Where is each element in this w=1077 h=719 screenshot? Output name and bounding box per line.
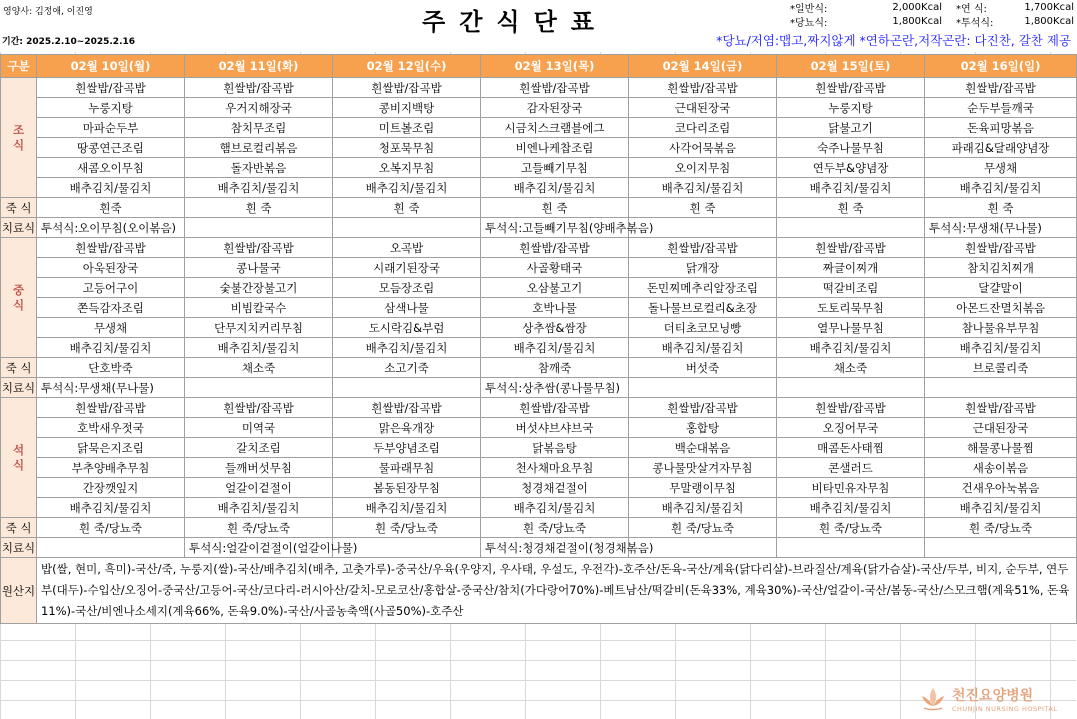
dish-cell: 햄브로컬리볶음 bbox=[185, 138, 333, 158]
porridge-cell: 버섯죽 bbox=[629, 358, 777, 378]
dialysis-row bbox=[1, 378, 1077, 398]
dish-cell: 해물콩나물찜 bbox=[925, 438, 1077, 458]
dish-cell: 배추김치/물김치 bbox=[333, 498, 481, 518]
dish-cell: 삼색나물 bbox=[333, 298, 481, 318]
dialysis-row bbox=[1, 538, 1077, 558]
dish-cell: 시래기된장국 bbox=[333, 258, 481, 278]
porridge-cell: 흰 죽 bbox=[333, 198, 481, 218]
porridge-row bbox=[1, 518, 1077, 538]
dish-cell: 갈치조림 bbox=[185, 438, 333, 458]
origin-text: 밥(쌀, 현미, 흑미)-국산/죽, 누룽지(쌀)-국산/배추김치(배추, 고춧가루)-중국산/우육(우양지, 우사태, 우설도, 우전각)-호주산/돈육-국산/계육(닭다리살)-브라질산/계육(닭가슴살)-국산/두부, 비지, 순두부, 연두부(대두)-수입산/오징어-중국산/고등어-국산/코다리-러시아산/갈치-모로코산/홍합살-중국산/참치(가다랑어70%)-베트남산/떡갈비(돈육33%, 계육30%)-국산/얼갈이-국산/봄동-국산/스모크햄(계육51%, 돈육11%)-국산/비엔나소세지(계육66%, 돈육9.0%)-국산/사골농축액(사골50%)-호주산 bbox=[37, 558, 1077, 624]
porridge-cell: 흰 죽/당뇨죽 bbox=[925, 518, 1077, 538]
dish-cell: 비타민유자무침 bbox=[777, 478, 925, 498]
dialysis-cell bbox=[777, 218, 925, 238]
dish-cell: 간장깻잎지 bbox=[37, 478, 185, 498]
dish-cell: 오복지무침 bbox=[333, 158, 481, 178]
dish-cell: 흰쌀밥/잡곡밥 bbox=[629, 398, 777, 418]
meal-row bbox=[1, 98, 1077, 118]
dish-cell: 오삼불고기 bbox=[481, 278, 629, 298]
meal-row bbox=[1, 418, 1077, 438]
dish-cell: 닭불고기 bbox=[777, 118, 925, 138]
porridge-cell: 흰 죽 bbox=[629, 198, 777, 218]
dish-cell: 천사채마요무침 bbox=[481, 458, 629, 478]
dish-cell: 순두부들깨국 bbox=[925, 98, 1077, 118]
dish-cell: 오곡밥 bbox=[333, 238, 481, 258]
dish-cell: 고들빼기무침 bbox=[481, 158, 629, 178]
dialysis-cell bbox=[925, 378, 1077, 398]
porridge-cell: 브로콜리죽 bbox=[925, 358, 1077, 378]
dialysis-cell bbox=[777, 378, 925, 398]
meal-row bbox=[1, 238, 1077, 258]
dish-cell: 흰쌀밥/잡곡밥 bbox=[629, 238, 777, 258]
dish-cell: 배추김치/물김치 bbox=[185, 498, 333, 518]
dialysis-cell: 투석식:고들빼기무침(양배추볶음) bbox=[481, 218, 629, 238]
hospital-logo bbox=[918, 683, 1068, 715]
dish-cell: 쫀득감자조림 bbox=[37, 298, 185, 318]
meal-row bbox=[1, 138, 1077, 158]
meal-row bbox=[1, 398, 1077, 418]
meal-row bbox=[1, 78, 1077, 98]
dish-cell: 흰쌀밥/잡곡밥 bbox=[777, 398, 925, 418]
porridge-cell: 소고기죽 bbox=[333, 358, 481, 378]
porridge-cell: 흰 죽 bbox=[481, 198, 629, 218]
porridge-cell: 채소죽 bbox=[777, 358, 925, 378]
dish-cell: 감자된장국 bbox=[481, 98, 629, 118]
dish-cell: 흰쌀밥/잡곡밥 bbox=[333, 398, 481, 418]
dish-cell: 더티초코모닝빵 bbox=[629, 318, 777, 338]
meal-row bbox=[1, 338, 1077, 358]
dish-cell: 배추김치/물김치 bbox=[37, 338, 185, 358]
dish-cell: 시금치스크램블에그 bbox=[481, 118, 629, 138]
dish-cell: 배추김치/물김치 bbox=[777, 178, 925, 198]
porridge-cell: 흰 죽/당뇨죽 bbox=[185, 518, 333, 538]
dish-cell: 흰쌀밥/잡곡밥 bbox=[925, 398, 1077, 418]
porridge-cell: 단호박죽 bbox=[37, 358, 185, 378]
dish-cell: 콩나물맛살겨자무침 bbox=[629, 458, 777, 478]
kcal-value-general: 2,000Kcal bbox=[892, 1, 942, 13]
meal-label: 중 식 bbox=[1, 238, 37, 358]
meal-row bbox=[1, 298, 1077, 318]
weekly-menu-table bbox=[0, 54, 1077, 624]
dish-cell: 봄동된장무침 bbox=[333, 478, 481, 498]
dish-cell: 건새우아눅볶음 bbox=[925, 478, 1077, 498]
dish-cell: 우거지해장국 bbox=[185, 98, 333, 118]
dish-cell: 땅콩연근조림 bbox=[37, 138, 185, 158]
porridge-label: 죽 식 bbox=[1, 358, 37, 378]
dish-cell: 배추김치/물김치 bbox=[37, 178, 185, 198]
dish-cell: 물파래무침 bbox=[333, 458, 481, 478]
day-header: 02월 11일(화) bbox=[185, 55, 333, 78]
calorie-table bbox=[790, 0, 1074, 28]
origin-label: 원산지 bbox=[1, 558, 37, 624]
dialysis-cell: 투석식:오이무침(오이볶음) bbox=[37, 218, 185, 238]
porridge-cell: 흰 죽/당뇨죽 bbox=[481, 518, 629, 538]
porridge-cell: 흰 죽/당뇨죽 bbox=[37, 518, 185, 538]
dish-cell: 누룽지탕 bbox=[37, 98, 185, 118]
dialysis-cell bbox=[777, 538, 925, 558]
menu-header bbox=[0, 0, 1076, 52]
dish-cell: 배추김치/물김치 bbox=[629, 178, 777, 198]
dish-cell: 흰쌀밥/잡곡밥 bbox=[777, 78, 925, 98]
diet-note: *당뇨/저염:맵고,짜지않게 *연하곤란,저작곤란: 다진찬, 갈찬 제공 bbox=[716, 33, 1071, 48]
dish-cell: 돈민찌메추리알장조림 bbox=[629, 278, 777, 298]
dish-cell: 흰쌀밥/잡곡밥 bbox=[185, 78, 333, 98]
dish-cell: 코다리조림 bbox=[629, 118, 777, 138]
dialysis-cell bbox=[333, 218, 481, 238]
dish-cell: 버섯샤브샤브국 bbox=[481, 418, 629, 438]
porridge-cell: 채소죽 bbox=[185, 358, 333, 378]
dish-cell: 사골황태국 bbox=[481, 258, 629, 278]
meal-row bbox=[1, 318, 1077, 338]
porridge-label: 죽 식 bbox=[1, 198, 37, 218]
dish-cell: 도토리묵무침 bbox=[777, 298, 925, 318]
lotus-icon bbox=[918, 684, 948, 714]
dish-cell: 짜글이찌개 bbox=[777, 258, 925, 278]
meal-row bbox=[1, 438, 1077, 458]
dish-cell: 호박새우젓국 bbox=[37, 418, 185, 438]
day-header: 02월 14일(금) bbox=[629, 55, 777, 78]
dish-cell: 흰쌀밥/잡곡밥 bbox=[37, 398, 185, 418]
dialysis-cell bbox=[629, 378, 777, 398]
dish-cell: 닭볶음탕 bbox=[481, 438, 629, 458]
dish-cell: 두부양념조림 bbox=[333, 438, 481, 458]
porridge-row bbox=[1, 358, 1077, 378]
dish-cell: 매콤돈사태찜 bbox=[777, 438, 925, 458]
dish-cell: 오이지무침 bbox=[629, 158, 777, 178]
dish-cell: 콩비지백탕 bbox=[333, 98, 481, 118]
dish-cell: 배추김치/물김치 bbox=[629, 338, 777, 358]
dish-cell: 흰쌀밥/잡곡밥 bbox=[481, 398, 629, 418]
meal-row bbox=[1, 258, 1077, 278]
dish-cell: 청경채겉절이 bbox=[481, 478, 629, 498]
dish-cell: 배추김치/물김치 bbox=[925, 498, 1077, 518]
dish-cell: 열무나물무침 bbox=[777, 318, 925, 338]
meal-row bbox=[1, 158, 1077, 178]
dialysis-row bbox=[1, 218, 1077, 238]
meal-row bbox=[1, 498, 1077, 518]
meal-label: 조 식 bbox=[1, 78, 37, 198]
dish-cell: 마파순두부 bbox=[37, 118, 185, 138]
dish-cell: 흰쌀밥/잡곡밥 bbox=[333, 78, 481, 98]
dish-cell: 숯불간장불고기 bbox=[185, 278, 333, 298]
dish-cell: 돌나물브로컬리&초장 bbox=[629, 298, 777, 318]
dish-cell: 배추김치/물김치 bbox=[777, 338, 925, 358]
dish-cell: 참나물유부무침 bbox=[925, 318, 1077, 338]
dish-cell: 콘샐러드 bbox=[777, 458, 925, 478]
kcal-label-soft: *연 식: bbox=[956, 3, 987, 15]
dish-cell: 미트볼조림 bbox=[333, 118, 481, 138]
period-label: 기간: 2025.2.10~2025.2.16 bbox=[2, 37, 136, 47]
meal-row bbox=[1, 118, 1077, 138]
dish-cell: 돌자반볶음 bbox=[185, 158, 333, 178]
dish-cell: 비엔나케찹조림 bbox=[481, 138, 629, 158]
dish-cell: 흰쌀밥/잡곡밥 bbox=[481, 78, 629, 98]
dish-cell: 홍합탕 bbox=[629, 418, 777, 438]
dish-cell: 새콤오이무침 bbox=[37, 158, 185, 178]
meal-row bbox=[1, 178, 1077, 198]
dish-cell: 비빔칼국수 bbox=[185, 298, 333, 318]
dish-cell: 흰쌀밥/잡곡밥 bbox=[629, 78, 777, 98]
kcal-value-soft: 1,700Kcal bbox=[1024, 1, 1074, 13]
porridge-cell: 참깨죽 bbox=[481, 358, 629, 378]
dish-cell: 참치김치찌개 bbox=[925, 258, 1077, 278]
dish-cell: 파래김&달래양념장 bbox=[925, 138, 1077, 158]
dialysis-cell bbox=[37, 538, 185, 558]
dish-cell: 얼갈이겉절이 bbox=[185, 478, 333, 498]
dish-cell: 흰쌀밥/잡곡밥 bbox=[925, 78, 1077, 98]
dialysis-cell bbox=[925, 538, 1077, 558]
dialysis-cell: 투석식:상추쌈(콩나물무침) bbox=[481, 378, 629, 398]
kcal-label-general: *일반식: bbox=[790, 3, 828, 15]
meal-label: 석 식 bbox=[1, 398, 37, 518]
porridge-cell: 흰 죽 bbox=[777, 198, 925, 218]
dish-cell: 부추양배추무침 bbox=[37, 458, 185, 478]
dish-cell: 청포묵무침 bbox=[333, 138, 481, 158]
dialysis-cell bbox=[185, 378, 333, 398]
dish-cell: 들깨버섯무침 bbox=[185, 458, 333, 478]
dialysis-cell: 투석식:얼갈이겉절이(얼갈이나물) bbox=[185, 538, 333, 558]
dish-cell: 돈육피망볶음 bbox=[925, 118, 1077, 138]
day-header: 02월 10일(월) bbox=[37, 55, 185, 78]
dish-cell: 상추쌈&쌈장 bbox=[481, 318, 629, 338]
porridge-cell: 흰 죽/당뇨죽 bbox=[333, 518, 481, 538]
porridge-cell: 흰 죽 bbox=[925, 198, 1077, 218]
dish-cell: 참치무조림 bbox=[185, 118, 333, 138]
dish-cell: 흰쌀밥/잡곡밥 bbox=[777, 238, 925, 258]
dish-cell: 배추김치/물김치 bbox=[481, 498, 629, 518]
dish-cell: 근대된장국 bbox=[629, 98, 777, 118]
dish-cell: 배추김치/물김치 bbox=[333, 178, 481, 198]
dish-cell: 오징어무국 bbox=[777, 418, 925, 438]
dish-cell: 아몬드잔멸치볶음 bbox=[925, 298, 1077, 318]
day-header: 02월 16일(일) bbox=[925, 55, 1077, 78]
porridge-label: 죽 식 bbox=[1, 518, 37, 538]
dish-cell: 배추김치/물김치 bbox=[925, 338, 1077, 358]
dish-cell: 호박나물 bbox=[481, 298, 629, 318]
dish-cell: 배추김치/물김치 bbox=[629, 498, 777, 518]
dialysis-cell: 투석식:무생채(무나물) bbox=[925, 218, 1077, 238]
dialysis-cell: 투석식:무생채(무나물) bbox=[37, 378, 185, 398]
dish-cell: 닭묵은지조림 bbox=[37, 438, 185, 458]
dish-cell: 아욱된장국 bbox=[37, 258, 185, 278]
dish-cell: 닭개장 bbox=[629, 258, 777, 278]
dish-cell: 맑은육개장 bbox=[333, 418, 481, 438]
dish-cell: 콩나물국 bbox=[185, 258, 333, 278]
dish-cell: 사각어묵볶음 bbox=[629, 138, 777, 158]
dialysis-label: 치료식 bbox=[1, 218, 37, 238]
dish-cell: 흰쌀밥/잡곡밥 bbox=[37, 238, 185, 258]
dish-cell: 연두부&양념장 bbox=[777, 158, 925, 178]
dish-cell: 단무지치커리무침 bbox=[185, 318, 333, 338]
dish-cell: 배추김치/물김치 bbox=[925, 178, 1077, 198]
day-header: 02월 13일(목) bbox=[481, 55, 629, 78]
dish-cell: 배추김치/물김치 bbox=[481, 178, 629, 198]
dish-cell: 흰쌀밥/잡곡밥 bbox=[37, 78, 185, 98]
dish-cell: 배추김치/물김치 bbox=[481, 338, 629, 358]
porridge-cell: 흰 죽/당뇨죽 bbox=[629, 518, 777, 538]
gubun-header: 구분 bbox=[1, 55, 37, 78]
logo-name: 천진요양병원 bbox=[952, 688, 1034, 704]
dish-cell: 근대된장국 bbox=[925, 418, 1077, 438]
porridge-cell: 흰죽 bbox=[37, 198, 185, 218]
day-header: 02월 12일(수) bbox=[333, 55, 481, 78]
dish-cell: 미역국 bbox=[185, 418, 333, 438]
dish-cell: 도시락김&부럼 bbox=[333, 318, 481, 338]
meal-row bbox=[1, 458, 1077, 478]
dish-cell: 흰쌀밥/잡곡밥 bbox=[481, 238, 629, 258]
dish-cell: 떡갈비조림 bbox=[777, 278, 925, 298]
meal-row bbox=[1, 478, 1077, 498]
dialysis-cell bbox=[185, 218, 333, 238]
origin-row bbox=[1, 558, 1077, 624]
meal-row bbox=[1, 278, 1077, 298]
dish-cell: 달걀말이 bbox=[925, 278, 1077, 298]
dish-cell: 배추김치/물김치 bbox=[185, 178, 333, 198]
dish-cell: 백순대볶음 bbox=[629, 438, 777, 458]
dish-cell: 흰쌀밥/잡곡밥 bbox=[185, 238, 333, 258]
day-header: 02월 15일(토) bbox=[777, 55, 925, 78]
dish-cell: 모듬장조림 bbox=[333, 278, 481, 298]
nutritionist-label: 영양사: 김정애, 이진영 bbox=[3, 6, 93, 17]
porridge-cell: 흰 죽 bbox=[185, 198, 333, 218]
dish-cell: 흰쌀밥/잡곡밥 bbox=[185, 398, 333, 418]
logo-english: CHUNJIN NURSING HOSPITAL bbox=[952, 705, 1058, 713]
dish-cell: 숙주나물무침 bbox=[777, 138, 925, 158]
dish-cell: 새송이볶음 bbox=[925, 458, 1077, 478]
dish-cell: 무말랭이무침 bbox=[629, 478, 777, 498]
dialysis-label: 치료식 bbox=[1, 538, 37, 558]
kcal-label-dialysis: *투석식: bbox=[956, 17, 994, 29]
porridge-cell: 흰 죽/당뇨죽 bbox=[777, 518, 925, 538]
dish-cell: 배추김치/물김치 bbox=[37, 498, 185, 518]
dish-cell: 배추김치/물김치 bbox=[185, 338, 333, 358]
dish-cell: 배추김치/물김치 bbox=[777, 498, 925, 518]
dish-cell: 무생채 bbox=[925, 158, 1077, 178]
dish-cell: 고등어구이 bbox=[37, 278, 185, 298]
dialysis-cell bbox=[333, 378, 481, 398]
dish-cell: 흰쌀밥/잡곡밥 bbox=[925, 238, 1077, 258]
kcal-value-dialysis: 1,800Kcal bbox=[1024, 15, 1074, 27]
dish-cell: 누룽지탕 bbox=[777, 98, 925, 118]
porridge-row bbox=[1, 198, 1077, 218]
kcal-value-diabetic: 1,800Kcal bbox=[892, 15, 942, 27]
page-title: 주간식단표 bbox=[422, 8, 608, 36]
dish-cell: 무생채 bbox=[37, 318, 185, 338]
dialysis-label: 치료식 bbox=[1, 378, 37, 398]
kcal-label-diabetic: *당뇨식: bbox=[790, 17, 828, 29]
dish-cell: 배추김치/물김치 bbox=[333, 338, 481, 358]
dialysis-cell: 투석식:청경채겉절이(청경채볶음) bbox=[481, 538, 629, 558]
